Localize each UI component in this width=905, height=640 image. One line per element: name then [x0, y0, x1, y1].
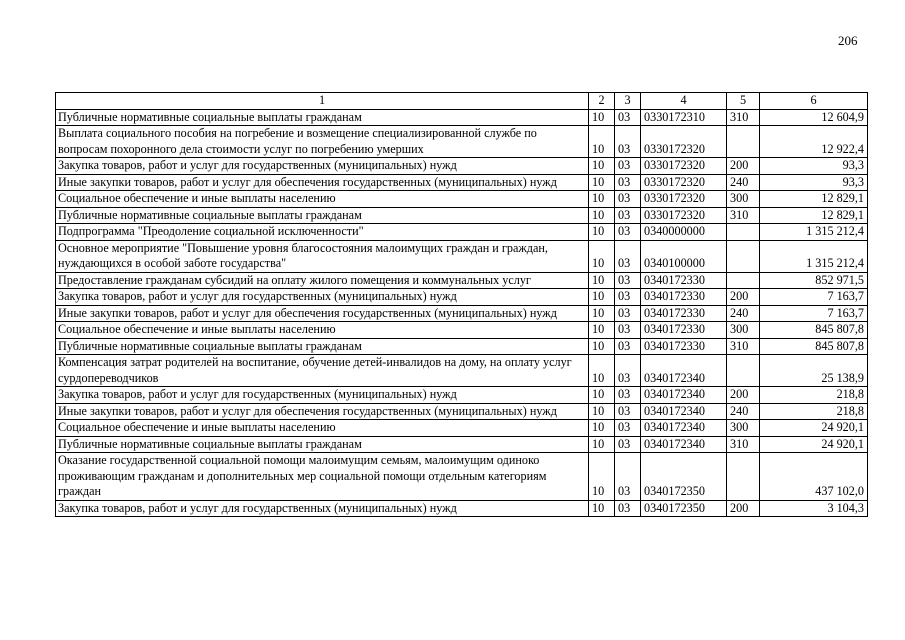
row-amount-cell: 437 102,0: [760, 453, 868, 501]
row-subsection-cell: 03: [615, 174, 641, 191]
row-expense-type-cell: 200: [727, 289, 760, 306]
row-name-cell: Иные закупки товаров, работ и услуг для обеспечения государственных (муниципальных) нужд: [56, 305, 589, 322]
row-section-cell: 10: [589, 305, 615, 322]
row-expense-type-cell: 240: [727, 174, 760, 191]
row-name-cell: Публичные нормативные социальные выплаты гражданам: [56, 207, 589, 224]
row-expense-type-cell: 310: [727, 338, 760, 355]
row-expense-type-cell: [727, 126, 760, 158]
row-expense-type-cell: 300: [727, 322, 760, 339]
column-header-expense-type: 5: [727, 93, 760, 110]
row-name-cell: Оказание государственной социальной помощи малоимущим семьям, малоимущим одиноко проживающим гражданам и дополнительных мер социальной помощи отдельным категориям граждан: [56, 453, 589, 501]
row-section-cell: 10: [589, 224, 615, 241]
row-amount-cell: 3 104,3: [760, 500, 868, 517]
table-row: [56, 305, 868, 322]
row-section-cell: 10: [589, 436, 615, 453]
row-name-cell: Иные закупки товаров, работ и услуг для обеспечения государственных (муниципальных) нужд: [56, 403, 589, 420]
row-target-article-cell: 0340172330: [641, 305, 727, 322]
row-subsection-cell: 03: [615, 289, 641, 306]
column-header-target-article: 4: [641, 93, 727, 110]
row-target-article-cell: 0330172320: [641, 158, 727, 175]
row-section-cell: 10: [589, 191, 615, 208]
row-subsection-cell: 03: [615, 158, 641, 175]
table-row: [56, 207, 868, 224]
row-amount-cell: 218,8: [760, 387, 868, 404]
row-expense-type-cell: [727, 240, 760, 272]
row-target-article-cell: 0340172330: [641, 272, 727, 289]
row-expense-type-cell: [727, 453, 760, 501]
row-subsection-cell: 03: [615, 224, 641, 241]
row-amount-cell: 7 163,7: [760, 289, 868, 306]
row-name-cell: Закупка товаров, работ и услуг для государственных (муниципальных) нужд: [56, 500, 589, 517]
row-amount-cell: 12 922,4: [760, 126, 868, 158]
table-row: [56, 272, 868, 289]
row-section-cell: 10: [589, 322, 615, 339]
row-expense-type-cell: [727, 355, 760, 387]
row-name-cell: Закупка товаров, работ и услуг для государственных (муниципальных) нужд: [56, 158, 589, 175]
row-amount-cell: 24 920,1: [760, 436, 868, 453]
row-expense-type-cell: 240: [727, 403, 760, 420]
row-name-cell: Закупка товаров, работ и услуг для государственных (муниципальных) нужд: [56, 387, 589, 404]
column-header-name: 1: [56, 93, 589, 110]
row-subsection-cell: 03: [615, 322, 641, 339]
row-target-article-cell: 0330172320: [641, 191, 727, 208]
table-row: [56, 355, 868, 387]
row-amount-cell: 852 971,5: [760, 272, 868, 289]
row-expense-type-cell: 240: [727, 305, 760, 322]
table-header-row: [56, 93, 868, 110]
row-subsection-cell: 03: [615, 387, 641, 404]
row-subsection-cell: 03: [615, 240, 641, 272]
row-section-cell: 10: [589, 403, 615, 420]
page-number: 206: [838, 33, 858, 48]
row-expense-type-cell: 300: [727, 420, 760, 437]
row-section-cell: 10: [589, 158, 615, 175]
row-target-article-cell: 0340172330: [641, 338, 727, 355]
row-amount-cell: 1 315 212,4: [760, 240, 868, 272]
row-section-cell: 10: [589, 500, 615, 517]
row-name-cell: Иные закупки товаров, работ и услуг для обеспечения государственных (муниципальных) нужд: [56, 174, 589, 191]
row-expense-type-cell: 200: [727, 158, 760, 175]
row-amount-cell: 25 138,9: [760, 355, 868, 387]
row-amount-cell: 845 807,8: [760, 322, 868, 339]
row-name-cell: Социальное обеспечение и иные выплаты населению: [56, 420, 589, 437]
row-subsection-cell: 03: [615, 207, 641, 224]
table-row: [56, 109, 868, 126]
row-target-article-cell: 0340172340: [641, 420, 727, 437]
row-amount-cell: 12 604,9: [760, 109, 868, 126]
row-section-cell: 10: [589, 207, 615, 224]
row-target-article-cell: 0340172340: [641, 436, 727, 453]
table-row: [56, 322, 868, 339]
row-target-article-cell: 0330172320: [641, 207, 727, 224]
row-expense-type-cell: [727, 224, 760, 241]
row-amount-cell: 93,3: [760, 174, 868, 191]
table-row: [56, 126, 868, 158]
row-target-article-cell: 0340172350: [641, 500, 727, 517]
row-expense-type-cell: 300: [727, 191, 760, 208]
row-target-article-cell: 0340172340: [641, 355, 727, 387]
row-target-article-cell: 0330172310: [641, 109, 727, 126]
row-subsection-cell: 03: [615, 272, 641, 289]
row-section-cell: 10: [589, 126, 615, 158]
row-amount-cell: 12 829,1: [760, 191, 868, 208]
row-subsection-cell: 03: [615, 355, 641, 387]
row-amount-cell: 7 163,7: [760, 305, 868, 322]
row-amount-cell: 845 807,8: [760, 338, 868, 355]
row-name-cell: Публичные нормативные социальные выплаты гражданам: [56, 338, 589, 355]
row-section-cell: 10: [589, 387, 615, 404]
row-name-cell: Предоставление гражданам субсидий на оплату жилого помещения и коммунальных услуг: [56, 272, 589, 289]
row-target-article-cell: 0330172320: [641, 174, 727, 191]
row-expense-type-cell: 310: [727, 436, 760, 453]
row-name-cell: Публичные нормативные социальные выплаты гражданам: [56, 109, 589, 126]
table-row: [56, 240, 868, 272]
row-target-article-cell: 0330172320: [641, 126, 727, 158]
row-subsection-cell: 03: [615, 403, 641, 420]
row-expense-type-cell: 200: [727, 500, 760, 517]
row-expense-type-cell: 310: [727, 109, 760, 126]
row-section-cell: 10: [589, 289, 615, 306]
row-subsection-cell: 03: [615, 126, 641, 158]
table-row: [56, 453, 868, 501]
row-target-article-cell: 0340172330: [641, 322, 727, 339]
row-target-article-cell: 0340100000: [641, 240, 727, 272]
row-amount-cell: 93,3: [760, 158, 868, 175]
row-expense-type-cell: 200: [727, 387, 760, 404]
budget-table: [55, 92, 868, 517]
row-section-cell: 10: [589, 109, 615, 126]
row-name-cell: Основное мероприятие "Повышение уровня благосостояния малоимущих граждан и граждан, нуждающихся в особой заботе государства": [56, 240, 589, 272]
row-name-cell: Подпрограмма "Преодоление социальной исключенности": [56, 224, 589, 241]
row-subsection-cell: 03: [615, 420, 641, 437]
column-header-subsection: 3: [615, 93, 641, 110]
table-row: [56, 500, 868, 517]
row-name-cell: Социальное обеспечение и иные выплаты населению: [56, 191, 589, 208]
table-row: [56, 191, 868, 208]
row-section-cell: 10: [589, 272, 615, 289]
row-subsection-cell: 03: [615, 191, 641, 208]
row-subsection-cell: 03: [615, 436, 641, 453]
row-name-cell: Социальное обеспечение и иные выплаты населению: [56, 322, 589, 339]
row-section-cell: 10: [589, 420, 615, 437]
row-subsection-cell: 03: [615, 109, 641, 126]
row-section-cell: 10: [589, 338, 615, 355]
row-section-cell: 10: [589, 355, 615, 387]
row-name-cell: Выплата социального пособия на погребение и возмещение специализированной службе по вопросам похоронного дела стоимости услуг по погребению умерших: [56, 126, 589, 158]
row-expense-type-cell: [727, 272, 760, 289]
table-row: [56, 289, 868, 306]
column-header-amount: 6: [760, 93, 868, 110]
row-amount-cell: 24 920,1: [760, 420, 868, 437]
row-subsection-cell: 03: [615, 500, 641, 517]
row-amount-cell: 218,8: [760, 403, 868, 420]
row-target-article-cell: 0340172350: [641, 453, 727, 501]
row-subsection-cell: 03: [615, 338, 641, 355]
row-target-article-cell: 0340172340: [641, 403, 727, 420]
row-name-cell: Закупка товаров, работ и услуг для государственных (муниципальных) нужд: [56, 289, 589, 306]
row-target-article-cell: 0340172340: [641, 387, 727, 404]
row-name-cell: Компенсация затрат родителей на воспитание, обучение детей-инвалидов на дому, на оплату услуг сурдопереводчиков: [56, 355, 589, 387]
row-amount-cell: 12 829,1: [760, 207, 868, 224]
column-header-section: 2: [589, 93, 615, 110]
row-section-cell: 10: [589, 453, 615, 501]
row-target-article-cell: 0340000000: [641, 224, 727, 241]
table-row: [56, 174, 868, 191]
row-target-article-cell: 0340172330: [641, 289, 727, 306]
row-subsection-cell: 03: [615, 305, 641, 322]
table-row: [56, 224, 868, 241]
table-row: [56, 338, 868, 355]
row-expense-type-cell: 310: [727, 207, 760, 224]
table-row: [56, 403, 868, 420]
row-amount-cell: 1 315 212,4: [760, 224, 868, 241]
table-row: [56, 436, 868, 453]
table-row: [56, 420, 868, 437]
table-row: [56, 387, 868, 404]
row-subsection-cell: 03: [615, 453, 641, 501]
table-row: [56, 158, 868, 175]
row-section-cell: 10: [589, 174, 615, 191]
row-name-cell: Публичные нормативные социальные выплаты гражданам: [56, 436, 589, 453]
row-section-cell: 10: [589, 240, 615, 272]
